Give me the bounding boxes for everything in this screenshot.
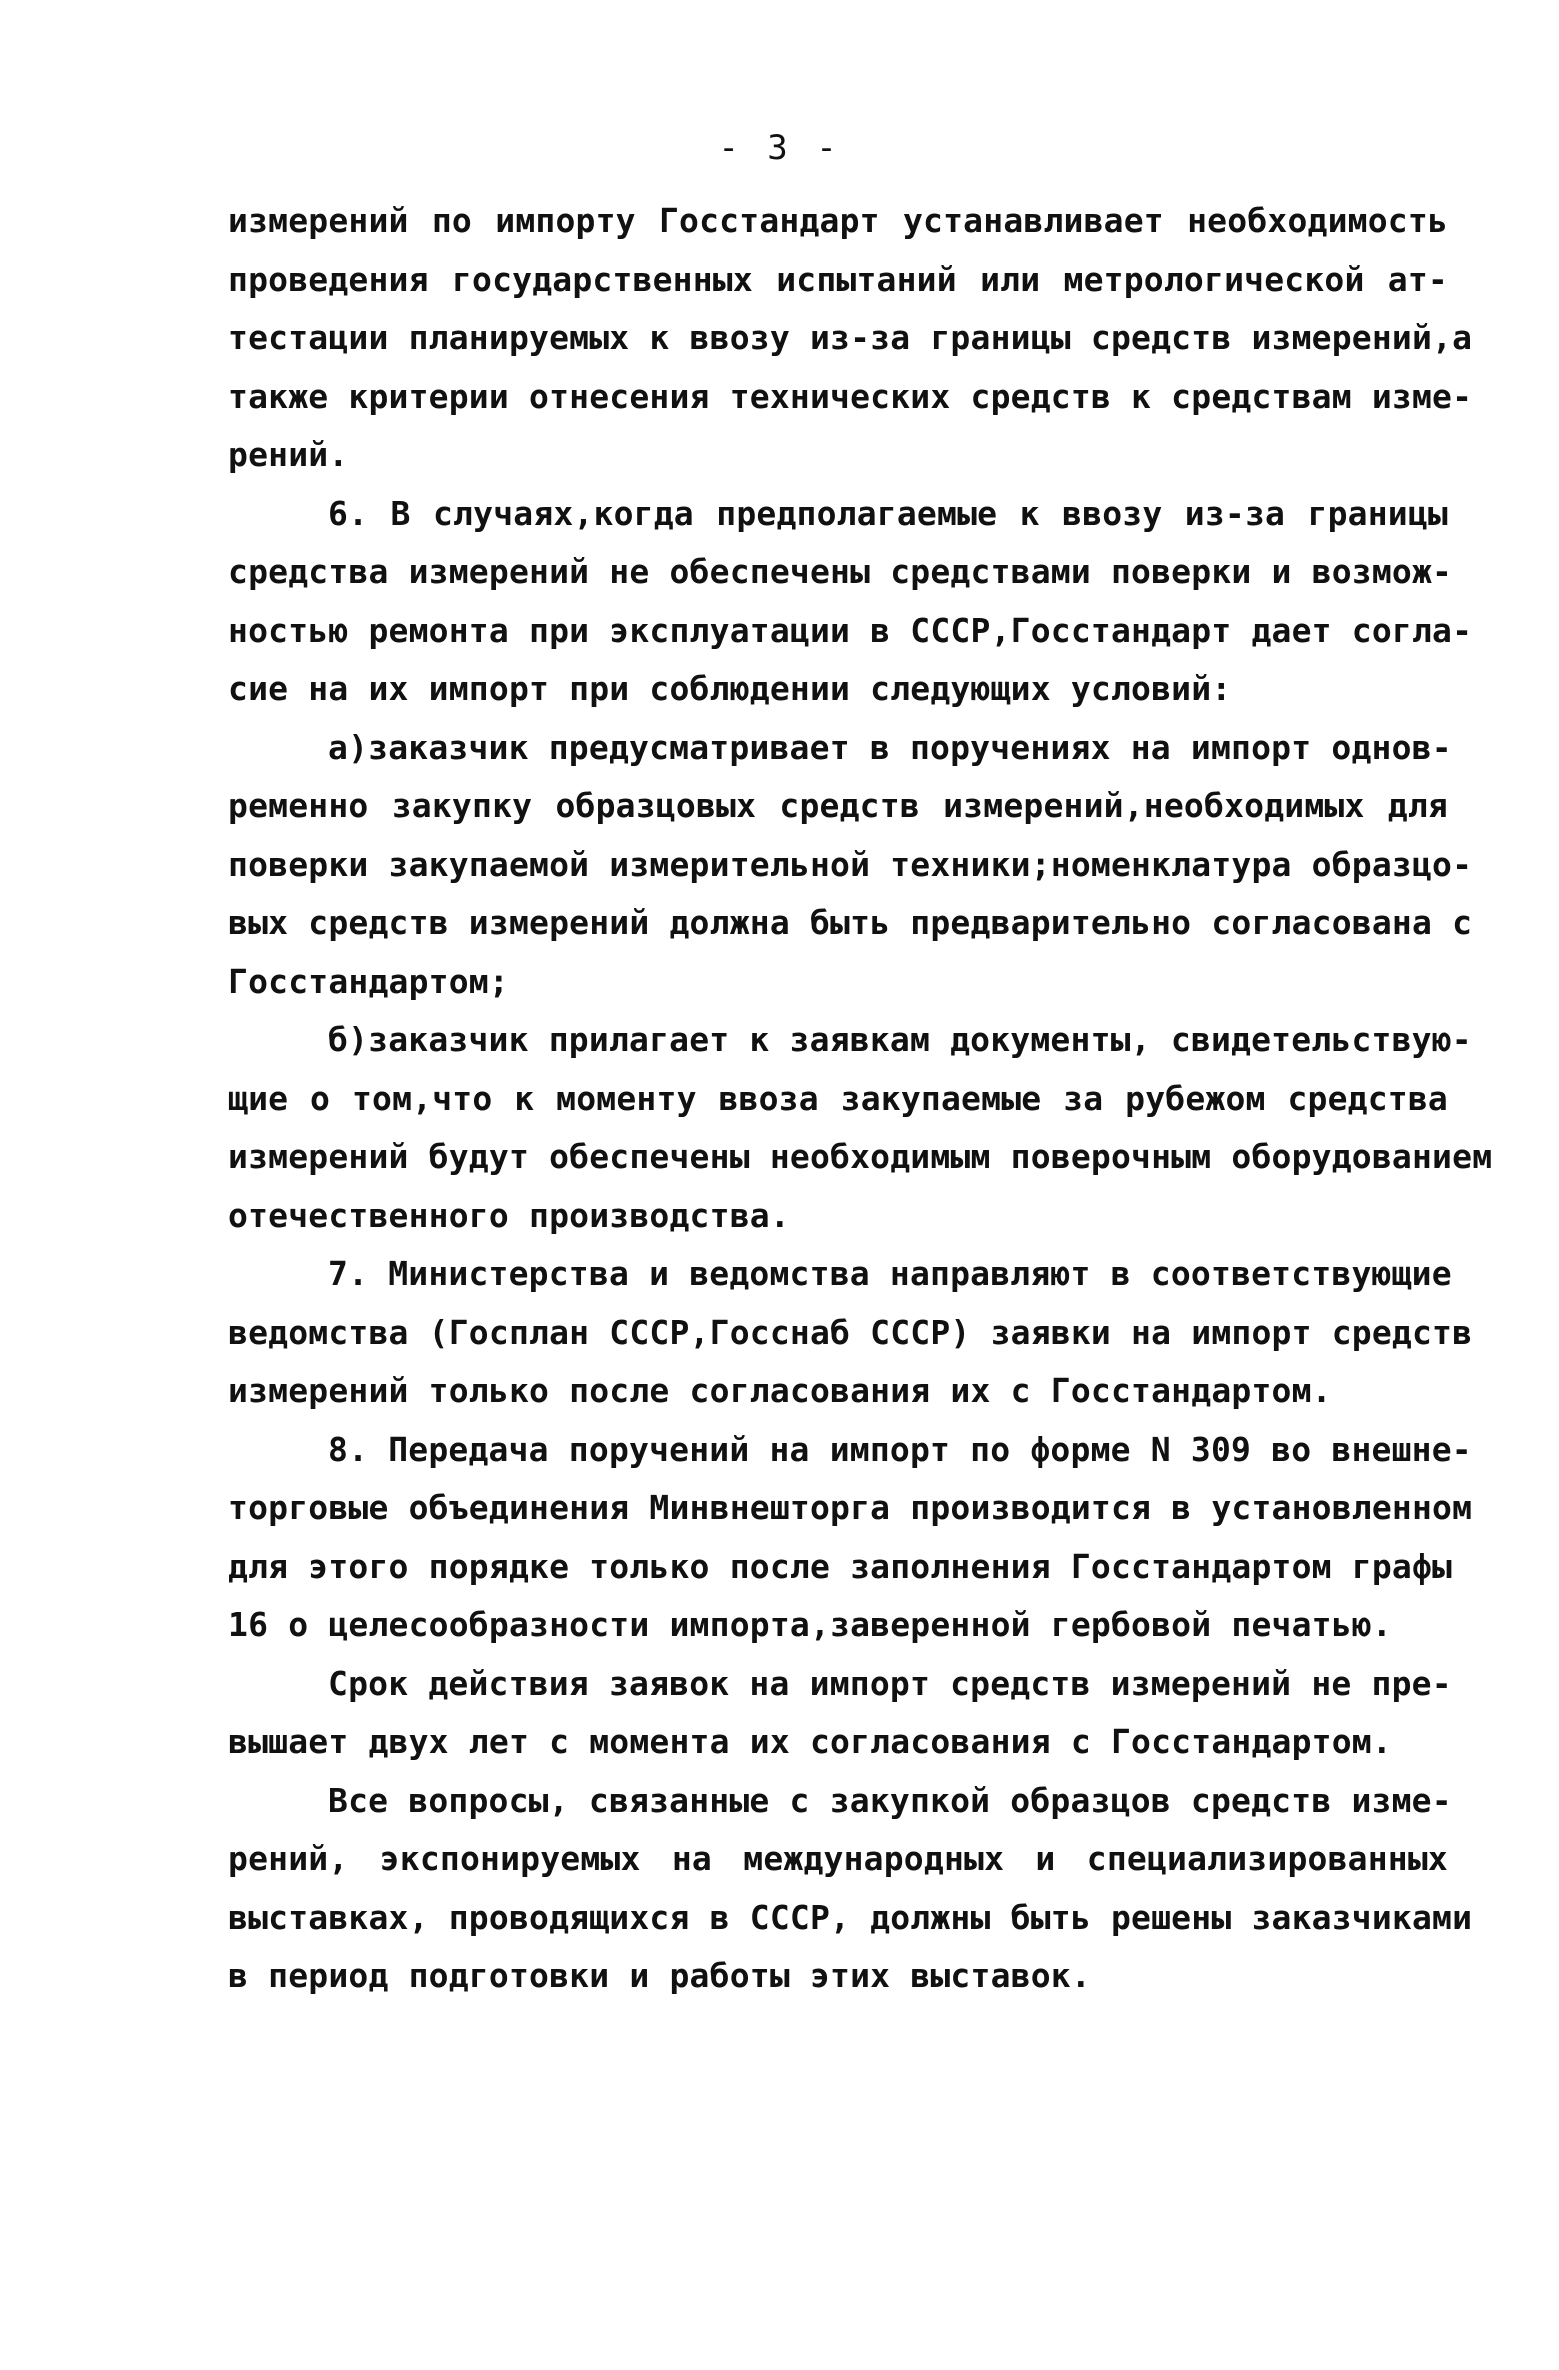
text-line: Все вопросы, связанные с закупкой образцов средств изме- [328,1780,1452,1820]
text-line: проведения государственных испытаний или метрологической ат- [228,259,1448,299]
text-line: 6. В случаях,когда предполагаемые к ввозу из-за границы [328,493,1448,533]
text-line: выставках, проводящихся в СССР, должны быть решены заказчиками [228,1897,1473,1937]
document-body [228,192,1493,2006]
text-line: Госстандартом; [228,961,509,1001]
text-line: ведомства (Госплан СССР,Госснаб СССР) заявки на импорт средств [228,1312,1473,1352]
text-line: измерений только после согласования их с Госстандартом. [228,1371,1332,1410]
text-line: Срок действия заявок на импорт средств измерений не пре- [328,1663,1452,1703]
page-number: - 3 - [718,128,841,168]
text-line: средства измерений не обеспечены средствами поверки и возмож- [228,552,1453,591]
text-line: рений, экспонируемых на международных и специализированных [228,1839,1448,1878]
text-line: щие о том,что к моменту ввоза закупаемые за рубежом средства [228,1078,1448,1118]
text-line: измерений будут обеспечены необходимым поверочным оборудованием [228,1137,1493,1176]
text-line: измерений по импорту Госстандарт устанавливает необходимость [228,201,1448,240]
text-line: ностью ремонта при эксплуатации в СССР,Госстандарт дает согла- [228,610,1473,650]
text-line: торговые объединения Минвнешторга производится в установленном [228,1488,1473,1527]
text-line: 8. Передача поручений на импорт по форме N 309 во внешне- [328,1429,1472,1469]
text-line: в период подготовки и работы этих выставок. [228,1956,1091,1995]
text-line: рений. [228,435,349,474]
text-line: 7. Министерства и ведомства направляют в соответствующие [328,1254,1452,1293]
text-line: также критерии отнесения технических средств к средствам изме- [228,376,1473,416]
text-line: тестации планируемых к ввозу из-за границы средств измерений,а [228,318,1473,357]
text-line: вышает двух лет с момента их согласования с Госстандартом. [228,1722,1392,1761]
text-line: 16 о целесообразности импорта,заверенной гербовой печатью. [228,1605,1392,1644]
text-line: для этого порядке только после заполнения Госстандартом графы [228,1546,1453,1586]
text-line: б)заказчик прилагает к заявкам документы, свидетельствую- [328,1020,1472,1059]
text-line: отечественного производства. [228,1195,790,1235]
text-line: а)заказчик предусматривает в поручениях на импорт однов- [328,727,1452,767]
text-line: ременно закупку образцовых средств измерений,необходимых для [228,786,1448,825]
text-line: поверки закупаемой измерительной техники;номенклатура образцо- [228,844,1473,884]
text-line: вых средств измерений должна быть предварительно согласована с [228,903,1473,942]
text-line: сие на их импорт при соблюдении следующих условий: [228,669,1232,708]
